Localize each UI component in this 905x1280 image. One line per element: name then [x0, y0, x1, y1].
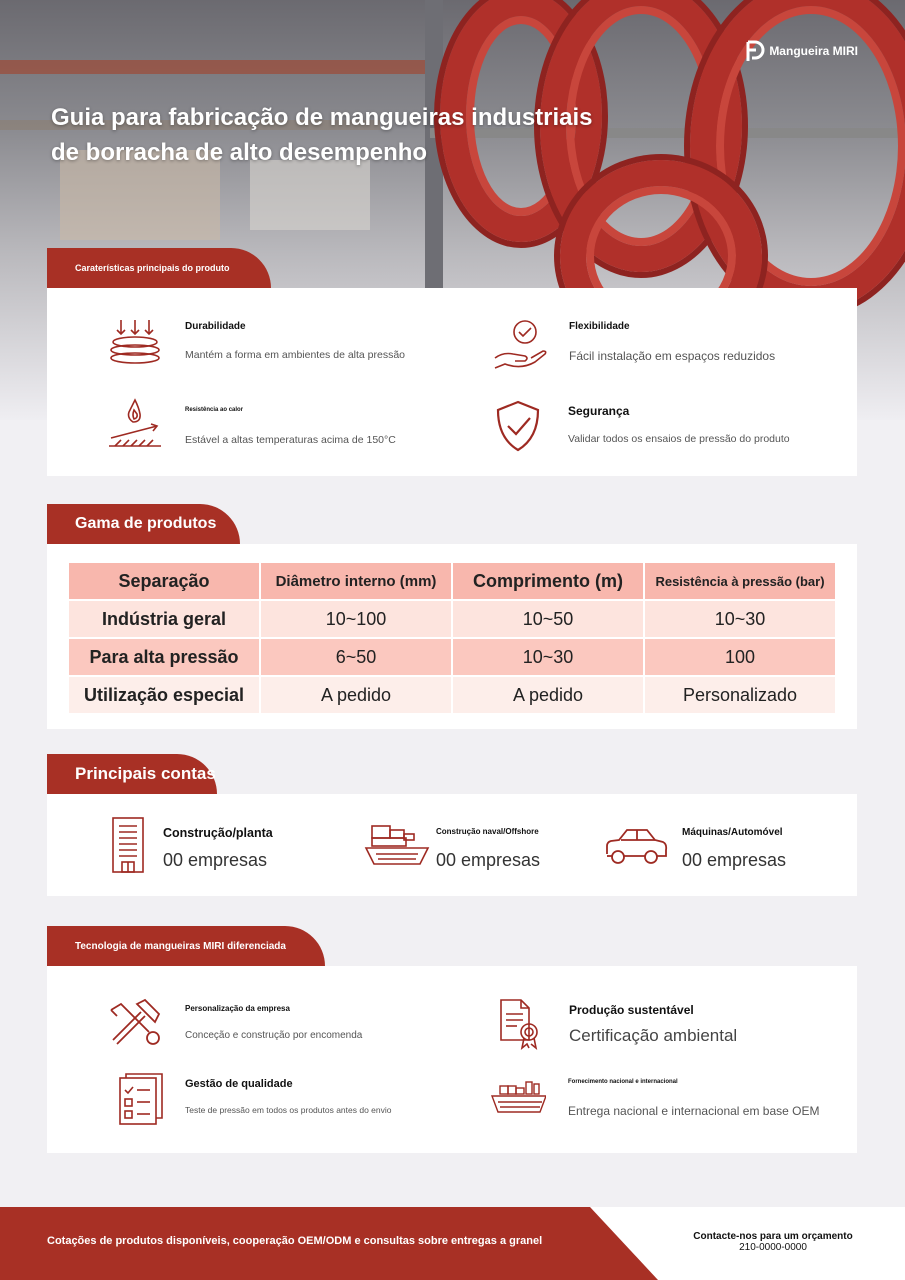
page-title: Guia para fabricação de mangueiras industriais de borracha de alto desempenho [51, 104, 593, 166]
technology-tab: Tecnologia de mangueiras MIRI diferenciada [47, 926, 325, 966]
tools-icon [107, 996, 163, 1052]
features-tab: Caraterísticas principais do produto [47, 248, 271, 288]
footer [0, 1207, 905, 1280]
warehouse-shelf [0, 60, 430, 74]
footer-text: Cotações de produtos disponíveis, cooperação OEM/ODM e consultas sobre entregas a granel [47, 1235, 543, 1247]
customers-panel [47, 794, 857, 896]
shield-check-icon [490, 398, 546, 454]
features-panel [47, 288, 857, 476]
table-row: Para alta pressão 6~50 10~30 100 [69, 639, 835, 675]
table-header-row: Separação Diâmetro interno (mm) Comprimento (m) Resistência à pressão (bar) [69, 563, 835, 599]
warehouse-boxes [250, 160, 370, 230]
pressure-coil-icon [107, 318, 163, 374]
range-tab: Gama de produtos [47, 504, 240, 544]
product-range-table [67, 561, 837, 715]
container-ship-icon [490, 1078, 546, 1118]
flame-surface-icon [107, 396, 163, 452]
technology-panel [47, 966, 857, 1153]
customers-tab: Principais contas [47, 754, 217, 794]
checklist-icon [112, 1072, 168, 1128]
car-icon [603, 826, 669, 868]
contact-block [688, 1231, 858, 1253]
cargo-ship-icon [364, 822, 430, 868]
table-row: Indústria geral 10~100 10~50 10~30 [69, 601, 835, 637]
contact-phone[interactable]: 210-0000-0000 [739, 1242, 807, 1253]
contact-title: Contacte-nos para um orçamento [693, 1231, 853, 1242]
table-row: Utilização especial A pedido A pedido Personalizado [69, 677, 835, 713]
building-icon [110, 816, 146, 874]
certificate-icon [491, 996, 547, 1052]
logo-icon [745, 40, 765, 62]
brand-logo [745, 40, 858, 62]
hand-check-icon [491, 318, 547, 374]
brand-name: Mangueira MIRI [769, 44, 858, 58]
